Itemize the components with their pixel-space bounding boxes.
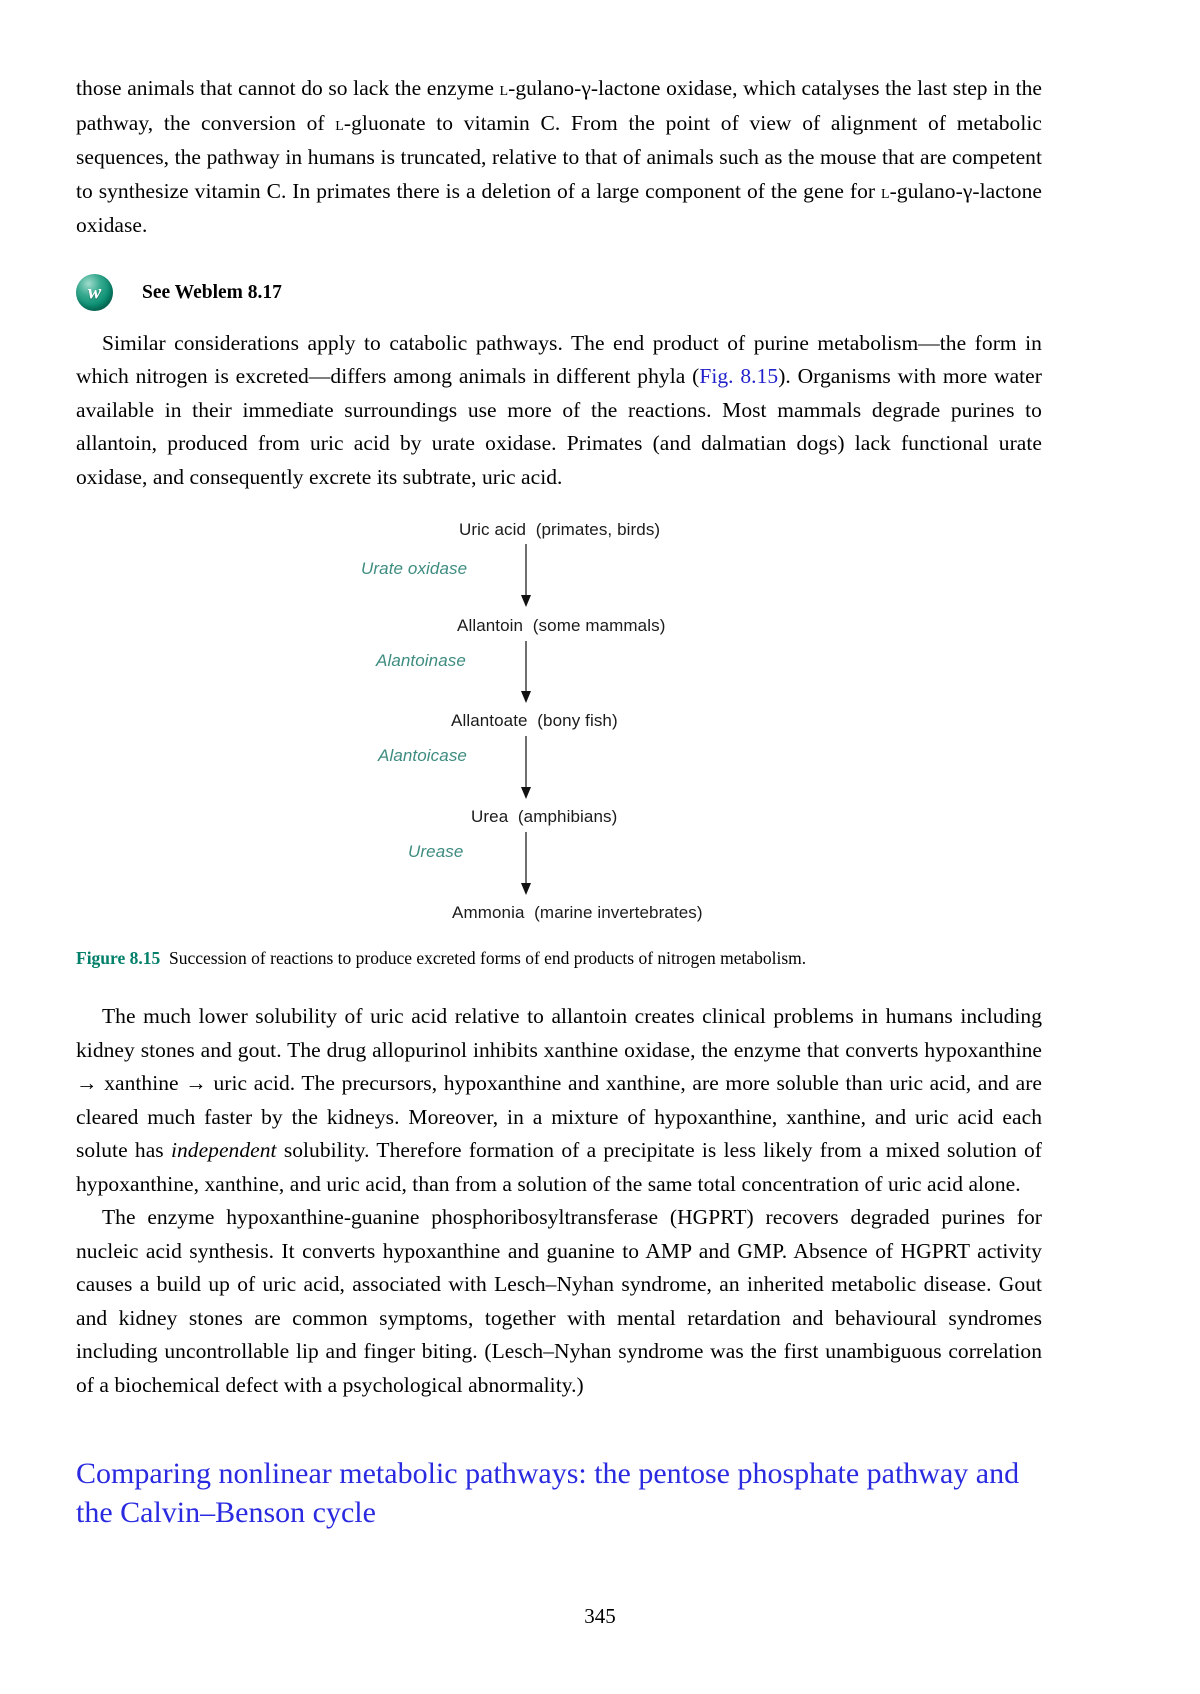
paragraph-catabolic-pathways xyxy=(76,327,1042,495)
figure-node-allantoin xyxy=(457,616,665,636)
p3-italic-independent: independent xyxy=(170,1138,277,1162)
node-1-species: (primates, birds) xyxy=(535,520,661,539)
node-5-species: (marine invertebrates) xyxy=(534,903,703,922)
arrow-line-2 xyxy=(525,641,527,692)
figure-node-urea xyxy=(471,807,617,827)
weblem-w-icon xyxy=(76,274,113,311)
p1-smallcap-l-1: l xyxy=(499,78,509,100)
node-1-name: Uric acid xyxy=(459,520,527,539)
figure-caption xyxy=(76,946,1042,970)
figure-caption-number: Figure 8.15 xyxy=(76,948,161,968)
paragraph-continued-vitamin-c xyxy=(76,72,1042,243)
weblem-label[interactable]: See Weblem 8.17 xyxy=(142,281,282,303)
page-number: 345 xyxy=(584,1604,616,1628)
p1-text-part3: -gluonate to vitamin C. From the point of view of alignment of metabolic sequences, the pathway in humans is truncated, relative to that of animals such as the mouse that are competent to synthesize vitamin C. In primates there is a deletion of a large component of the gene for xyxy=(76,110,1042,203)
p2-text-part1: Similar considerations apply to catabolic pathways. The end product of purine metabolism—the form in which nitrogen is excreted—differs among animals in different phyla ( xyxy=(76,330,1042,388)
figure-cross-reference-link[interactable]: Fig. 8.15 xyxy=(699,364,779,388)
p3-text-part1: The much lower solubility of uric acid relative to allantoin creates clinical problems in humans including kidney stones and gout. The drug allopurinol inhibits xanthine oxidase, the enzyme that converts hypoxanthine → xanthine → uric acid. The precursors, hypoxanthine and xanthine, are more soluble than uric acid, and are cleared much faster by the kidneys. Moreover, in a mixture of hypoxanthine, xanthine, and uric acid each solute has xyxy=(76,1004,1042,1162)
figure-canvas xyxy=(76,520,1042,940)
p1-smallcap-l-2: l xyxy=(335,112,344,135)
node-2-species: (some mammals) xyxy=(532,616,666,635)
figure-node-allantoate xyxy=(451,711,618,731)
p1-text-part2: -gulano-γ-lactone oxidase, which catalyses the last step in the pathway, the conversion of xyxy=(76,76,1042,135)
figure-enzyme-alantoinase: Alantoinase xyxy=(376,651,466,670)
p2-text-part2: ). Organisms with more water available in their immediate surroundings use more of the reactions. Most mammals degrade purines to allantoin, produced from uric acid by urate oxidase. Primates (and dalmatian dogs) lack functional urate oxidase, and consequently excrete its subtrate, uric acid. xyxy=(76,364,1042,489)
p3-text-part2: solubility. Therefore formation of a precipitate is less likely from a mixed solution of hypoxanthine, xanthine, and uric acid, than from a solution of the same total concentration of uric acid alone. xyxy=(76,1138,1042,1196)
p1-smallcap-l-3: l xyxy=(880,180,890,203)
p1-text-part1: those animals that cannot do so lack the enzyme xyxy=(76,76,500,100)
node-2-name: Allantoin xyxy=(457,616,524,635)
p1-text-part4: -gulano-γ-lactone oxidase. xyxy=(76,178,1042,237)
figure-node-ammonia xyxy=(452,903,703,923)
figure-8-15 xyxy=(76,520,1042,940)
node-3-species: (bony fish) xyxy=(537,711,618,730)
arrow-line-3 xyxy=(525,736,527,788)
paragraph-hgprt: The enzyme hypoxanthine-guanine phosphoribosyltransferase (HGPRT) recovers degraded purines for nucleic acid synthesis. It converts hypoxanthine and guanine to AMP and GMP. Absence of HGPRT activity causes a build up of uric acid, associated with Lesch–Nyhan syndrome, an inherited metabolic disease. Gout and kidney stones are common symptoms, together with mental retardation and behavioural syndromes including uncontrollable lip and finger biting. (Lesch–Nyhan syndrome was the first unambiguous correlation of a biochemical defect with a psychological abnormality.) xyxy=(76,1205,1042,1397)
paragraph-uric-acid-solubility xyxy=(76,1000,1042,1201)
node-4-species: (amphibians) xyxy=(517,807,618,826)
node-5-name: Ammonia xyxy=(452,903,525,922)
node-3-name: Allantoate xyxy=(451,711,528,730)
weblem-callout[interactable] xyxy=(76,273,1042,313)
figure-enzyme-urease: Urease xyxy=(408,842,464,861)
arrow-line-4 xyxy=(525,832,527,884)
page-content xyxy=(76,72,1042,1557)
section-heading-pentose-phosphate: Comparing nonlinear metabolic pathways: the pentose phosphate pathway and the Calvin–Benson cycle xyxy=(76,1457,1020,1529)
figure-node-uric-acid xyxy=(459,520,660,540)
figure-caption-text: Succession of reactions to produce excreted forms of end products of nitrogen metabolism. xyxy=(169,948,807,968)
figure-enzyme-alantoicase: Alantoicase xyxy=(378,746,467,765)
arrow-line-1 xyxy=(525,544,527,596)
figure-enzyme-urate-oxidase: Urate oxidase xyxy=(361,559,468,578)
node-4-name: Urea xyxy=(471,807,509,826)
